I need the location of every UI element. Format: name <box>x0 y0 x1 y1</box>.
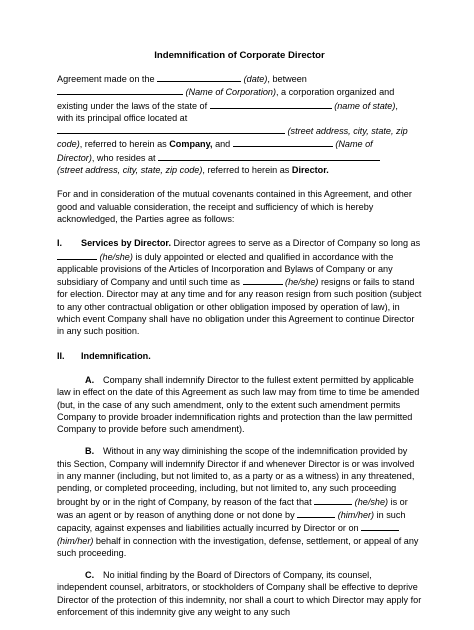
pronoun-blank[interactable] <box>243 275 283 285</box>
company-address-hint: (street address, city, state, zip <box>287 126 408 137</box>
intro-text: , who resides at <box>91 152 156 163</box>
clause-b-paragraph <box>57 445 422 559</box>
document-title: Indemnification of Corporate Director <box>154 50 325 61</box>
pronoun-hint: (he/she) <box>285 277 319 288</box>
clause-c-label: C. <box>85 570 95 581</box>
date-hint: (date) <box>243 74 268 84</box>
intro-text: existing under the laws of the state of <box>57 100 208 111</box>
company-address-hint-cont: code) <box>57 139 80 150</box>
intro-text: , referred to herein as <box>79 139 167 150</box>
clause-b-text: in such capacity, against expenses and liabilities actually incurred by Director or on <box>57 509 406 534</box>
section-2-heading-line <box>57 350 422 362</box>
pronoun-hint: (him/her) <box>337 509 375 520</box>
company-address-blank[interactable] <box>57 124 285 134</box>
intro-text: Agreement made on the <box>57 74 155 84</box>
clause-a-label: A. <box>85 374 95 385</box>
section-1-number: I. <box>57 238 63 249</box>
pronoun-blank[interactable] <box>314 495 352 505</box>
corporation-name-hint: (Name of Corporation) <box>185 87 276 98</box>
clause-b-label: B. <box>85 446 95 457</box>
section-1-text: is duly appointed or elected and qualified in accordance with the applicable provisions of the Articles of Incorporation and Bylaws of Company or any subsidiary of Company and until such time as <box>57 251 394 288</box>
clause-c-text: No initial finding by the Board of Directors of Company, its counsel, independent counsel, arbitrators, or stockholders of Company shall be effective to deprive Director of the protection of this indemnity, nor shall a court to which Director may apply for enforcement of this indemnity give any weight to any such <box>57 570 422 617</box>
pronoun-blank[interactable] <box>361 521 399 531</box>
clause-a-paragraph <box>57 374 422 435</box>
pronoun-hint: (him/her) <box>57 535 94 546</box>
section-1-text: Director agrees to serve as a Director of Company so long as <box>173 238 421 249</box>
pronoun-blank[interactable] <box>57 250 97 260</box>
section-1-paragraph <box>57 237 422 337</box>
state-hint: (name of state) <box>334 100 396 111</box>
state-blank[interactable] <box>210 99 332 109</box>
clause-a-text: Company shall indemnify Director to the fullest extent permitted by applicable law in effect on the date of this Agreement as such law may from time to time be amended (but, in the case of any such amendment, only to the extent such amendment permits Company to provide broader indemnification rights and protection than the law permitted Company to provide before such amendment). <box>57 374 420 435</box>
pronoun-hint: (he/she) <box>354 496 389 507</box>
director-address-blank[interactable] <box>158 151 380 161</box>
clause-b-text: Without in any way diminishing the scope of the indemnification provided by this Section, Company will indemnify Director if and whenever Director is or was involved in any manner (including, but not limited to, as a party or as a witness) in any threatened, pending, or completed proceeding, including, but not limited to, any such proceeding brought by or in the right of Company, by reason of the fact that <box>57 446 415 507</box>
director-name-hint-cont: Director) <box>57 152 92 163</box>
pronoun-hint: (he/she) <box>99 251 133 262</box>
section-1-heading: Services by Director. <box>81 238 171 249</box>
section-1-text: resigns or fails to stand for election. Director may at any time and for any reason resign from such position (subject to any other contractual obligation or other obligation imposed by operation of law), in which event Company shall have no obligation under this Agreement to continue Director in any such position. <box>57 277 422 337</box>
intro-text: , between <box>267 74 307 84</box>
intro-text: , <box>395 100 398 111</box>
date-blank[interactable] <box>157 72 241 82</box>
clause-b-text: behalf in connection with the investigation, defense, settlement, or appeal of any such proceeding. <box>57 535 419 558</box>
intro-text: , a corporation organized and <box>276 87 395 98</box>
intro-text: with its principal office located at <box>57 112 188 123</box>
intro-text: , referred to herein as <box>202 165 290 176</box>
director-term: Director. <box>291 165 329 176</box>
consideration-paragraph: For and in consideration of the mutual covenants contained in this Agreement, and other good and valuable consideration, the receipt and sufficiency of which is hereby acknowledged, the Parties agree as follows: <box>57 189 412 224</box>
section-2-heading: Indemnification. <box>81 350 151 361</box>
pronoun-blank[interactable] <box>297 508 335 518</box>
clause-c-paragraph <box>57 569 422 618</box>
director-name-hint: (Name of <box>335 139 373 150</box>
company-term: Company, <box>169 139 213 150</box>
clause-b-text: is or was an agent or by reason of anything done or not done by <box>57 496 408 520</box>
intro-text: and <box>215 139 231 150</box>
intro-paragraph <box>57 72 422 176</box>
director-name-blank[interactable] <box>233 137 333 147</box>
corporation-name-blank[interactable] <box>57 85 183 95</box>
section-2-number: II. <box>57 350 65 361</box>
director-address-hint: (street address, city, state, zip code) <box>57 165 203 176</box>
